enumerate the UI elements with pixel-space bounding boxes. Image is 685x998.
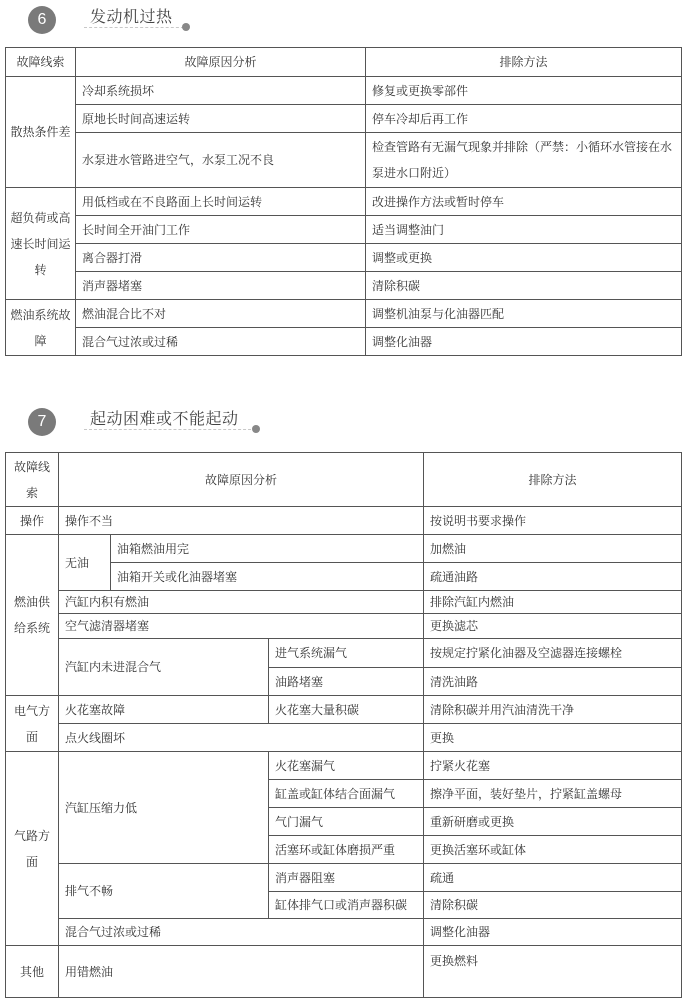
header-cell: 故障线索: [6, 453, 59, 507]
section-title: 起动困难或不能起动: [90, 409, 239, 428]
table-row: [6, 507, 682, 535]
cause-cell: 空气滤清器堵塞: [59, 614, 424, 639]
remedy-cell: 按规定拧紧化油器及空滤器连接螺栓: [424, 639, 682, 668]
remedy-cell: 更换燃料: [424, 946, 682, 998]
table-row: [6, 272, 682, 300]
table-row: [6, 919, 682, 946]
cause-cell: 混合气过浓或过稀: [59, 919, 424, 946]
section-number-badge: 6: [28, 6, 56, 34]
cause-cell: 火花塞漏气: [269, 752, 424, 780]
remedy-cell: 更换滤芯: [424, 614, 682, 639]
remedy-cell: 拧紧火花塞: [424, 752, 682, 780]
header-cell: 故障原因分析: [59, 453, 424, 507]
remedy-cell: 清除积碳: [424, 892, 682, 919]
cause-cell: 点火线圈坏: [59, 724, 424, 752]
table-row: [6, 133, 682, 188]
fault-clue-cell: 燃油供给系统: [6, 535, 59, 696]
title-dot: [252, 425, 260, 433]
remedy-cell: 适当调整油门: [366, 216, 682, 244]
section-title: 发动机过热: [90, 7, 173, 26]
header-cell: 故障线索: [6, 48, 76, 77]
table-row: [6, 724, 682, 752]
table-row: [6, 535, 682, 563]
remedy-cell: 更换: [424, 724, 682, 752]
cause-cell: 消声器阻塞: [269, 864, 424, 892]
cause-cell: 缸体排气口或消声器积碳: [269, 892, 424, 919]
remedy-cell: 清除积碳: [366, 272, 682, 300]
title-underline: [84, 429, 256, 430]
remedy-cell: 疏通油路: [424, 563, 682, 591]
section-number-badge: 7: [28, 408, 56, 436]
section-6-heading: [0, 0, 685, 40]
header-cell: 排除方法: [366, 48, 682, 77]
remedy-cell: 清除积碳并用汽油清洗干净: [424, 696, 682, 724]
remedy-cell: 疏通: [424, 864, 682, 892]
remedy-cell: 按说明书要求操作: [424, 507, 682, 535]
sub-clue-cell: 排气不畅: [59, 864, 269, 919]
cause-cell: 活塞环或缸体磨损严重: [269, 836, 424, 864]
fault-clue-cell: 电气方面: [6, 696, 59, 752]
cause-cell: 进气系统漏气: [269, 639, 424, 668]
fault-clue-cell: 散热条件差: [6, 77, 76, 188]
remedy-cell: 调整或更换: [366, 244, 682, 272]
cause-cell: 原地长时间高速运转: [76, 105, 366, 133]
title-underline: [84, 27, 184, 28]
cause-cell: 冷却系统损坏: [76, 77, 366, 105]
table-row: [6, 328, 682, 356]
table-row: [6, 591, 682, 614]
remedy-cell: 调整机油泵与化油器匹配: [366, 300, 682, 328]
cause-cell: 油路堵塞: [269, 668, 424, 696]
table-row: [6, 77, 682, 105]
table-row: [6, 864, 682, 892]
cause-cell: 长时间全开油门工作: [76, 216, 366, 244]
cause-cell: 燃油混合比不对: [76, 300, 366, 328]
sub-clue-cell: 汽缸压缩力低: [59, 752, 269, 864]
table-row: [6, 696, 682, 724]
cause-cell: 水泵进水管路进空气，水泵工况不良: [76, 133, 366, 188]
remedy-cell: 停车冷却后再工作: [366, 105, 682, 133]
fault-clue-cell: 气路方面: [6, 752, 59, 946]
sub-clue-cell: 汽缸内未进混合气: [59, 639, 269, 696]
remedy-cell: 调整化油器: [424, 919, 682, 946]
table-row: [6, 300, 682, 328]
fault-clue-cell: 超负荷或高速长时间运转: [6, 188, 76, 300]
cause-cell: 汽缸内积有燃油: [59, 591, 424, 614]
remedy-cell: 更换活塞环或缸体: [424, 836, 682, 864]
cause-cell: 用错燃油: [59, 946, 424, 998]
remedy-cell: 检查管路有无漏气现象并排除（严禁：小循环水管接在水泵进水口附近）: [366, 133, 682, 188]
fault-clue-cell: 操作: [6, 507, 59, 535]
remedy-cell: 擦净平面，装好垫片，拧紧缸盖螺母: [424, 780, 682, 808]
header-cell: 排除方法: [424, 453, 682, 507]
remedy-cell: 重新研磨或更换: [424, 808, 682, 836]
cause-cell: 操作不当: [59, 507, 424, 535]
sub-clue-cell: 火花塞故障: [59, 696, 269, 724]
overheat-table: [5, 47, 682, 356]
start-failure-table: [5, 452, 682, 998]
fault-clue-cell: 燃油系统故障: [6, 300, 76, 356]
table-row: [6, 216, 682, 244]
table-row: [6, 614, 682, 639]
remedy-cell: 加燃油: [424, 535, 682, 563]
remedy-cell: 清洗油路: [424, 668, 682, 696]
remedy-cell: 调整化油器: [366, 328, 682, 356]
header-cell: 故障原因分析: [76, 48, 366, 77]
cause-cell: 气门漏气: [269, 808, 424, 836]
cause-cell: 用低档或在不良路面上长时间运转: [76, 188, 366, 216]
cause-cell: 混合气过浓或过稀: [76, 328, 366, 356]
cause-cell: 消声器堵塞: [76, 272, 366, 300]
cause-cell: 火花塞大量积碳: [269, 696, 424, 724]
title-dot: [182, 23, 190, 31]
section-7-heading: [0, 402, 685, 442]
table-row: [6, 105, 682, 133]
table-row: [6, 946, 682, 998]
cause-cell: 油箱燃油用完: [111, 535, 424, 563]
table-header-row: [6, 453, 682, 507]
cause-cell: 油箱开关或化油器堵塞: [111, 563, 424, 591]
table-row: [6, 188, 682, 216]
cause-cell: 离合器打滑: [76, 244, 366, 272]
cause-cell: 缸盖或缸体结合面漏气: [269, 780, 424, 808]
table-row: [6, 639, 682, 668]
fault-clue-cell: 其他: [6, 946, 59, 998]
remedy-cell: 排除汽缸内燃油: [424, 591, 682, 614]
table-header-row: [6, 48, 682, 77]
table-row: [6, 752, 682, 780]
remedy-cell: 改进操作方法或暂时停车: [366, 188, 682, 216]
table-row: [6, 244, 682, 272]
remedy-cell: 修复或更换零部件: [366, 77, 682, 105]
sub-clue-cell: 无油: [59, 535, 111, 591]
